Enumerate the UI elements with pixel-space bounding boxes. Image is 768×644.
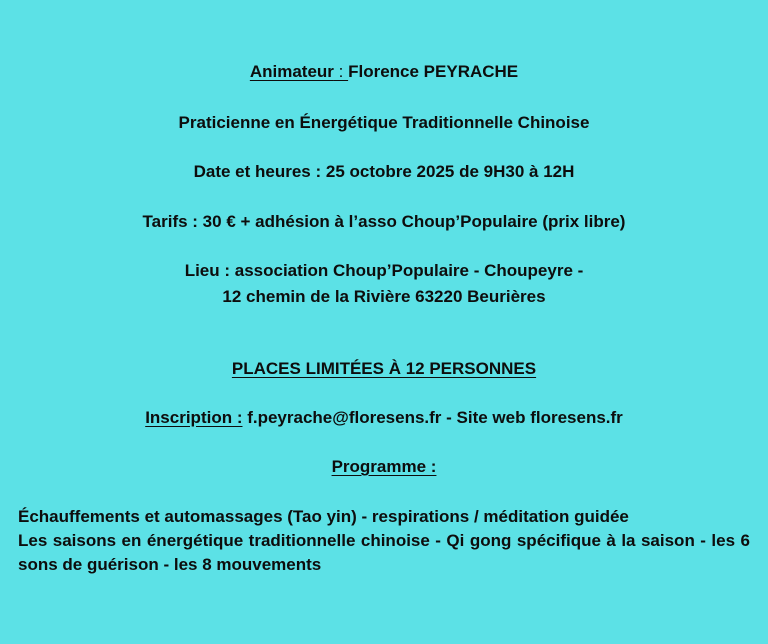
programme-body [18,505,750,577]
pricing-line: Tarifs : 30 € + adhésion à l’asso Choup’Populaire (prix libre) [142,212,626,231]
programme-heading: Programme : [331,457,437,476]
practitioner-title: Praticienne en Énergétique Traditionnelle Chinoise [178,113,590,132]
animateur-line [0,61,768,83]
registration-label: Inscription : [145,408,243,427]
limited-places-notice: PLACES LIMITÉES À 12 PERSONNES [231,359,537,378]
registration-details: f.peyrache@floresens.fr - Site web floresens.fr [242,408,623,427]
date-time-line: Date et heures : 25 octobre 2025 de 9H30 à 12H [193,162,575,181]
animateur-name: Florence PEYRACHE [348,62,519,81]
animateur-separator: : [333,62,349,81]
venue-line-2: 12 chemin de la Rivière 63220 Beurières [222,287,546,306]
animateur-label: Animateur [249,62,334,81]
venue-line-1: Lieu : association Choup’Populaire - Choupeyre - [184,261,584,280]
programme-paragraph: Les saisons en énergétique traditionnelle chinoise - Qi gong spécifique à la saison - les 6 sons de guérison - les 8 mouvements [18,531,750,574]
programme-line-1: Échauffements et automassages (Tao yin) - respirations / méditation guidée [18,507,629,526]
registration-line [0,407,768,429]
